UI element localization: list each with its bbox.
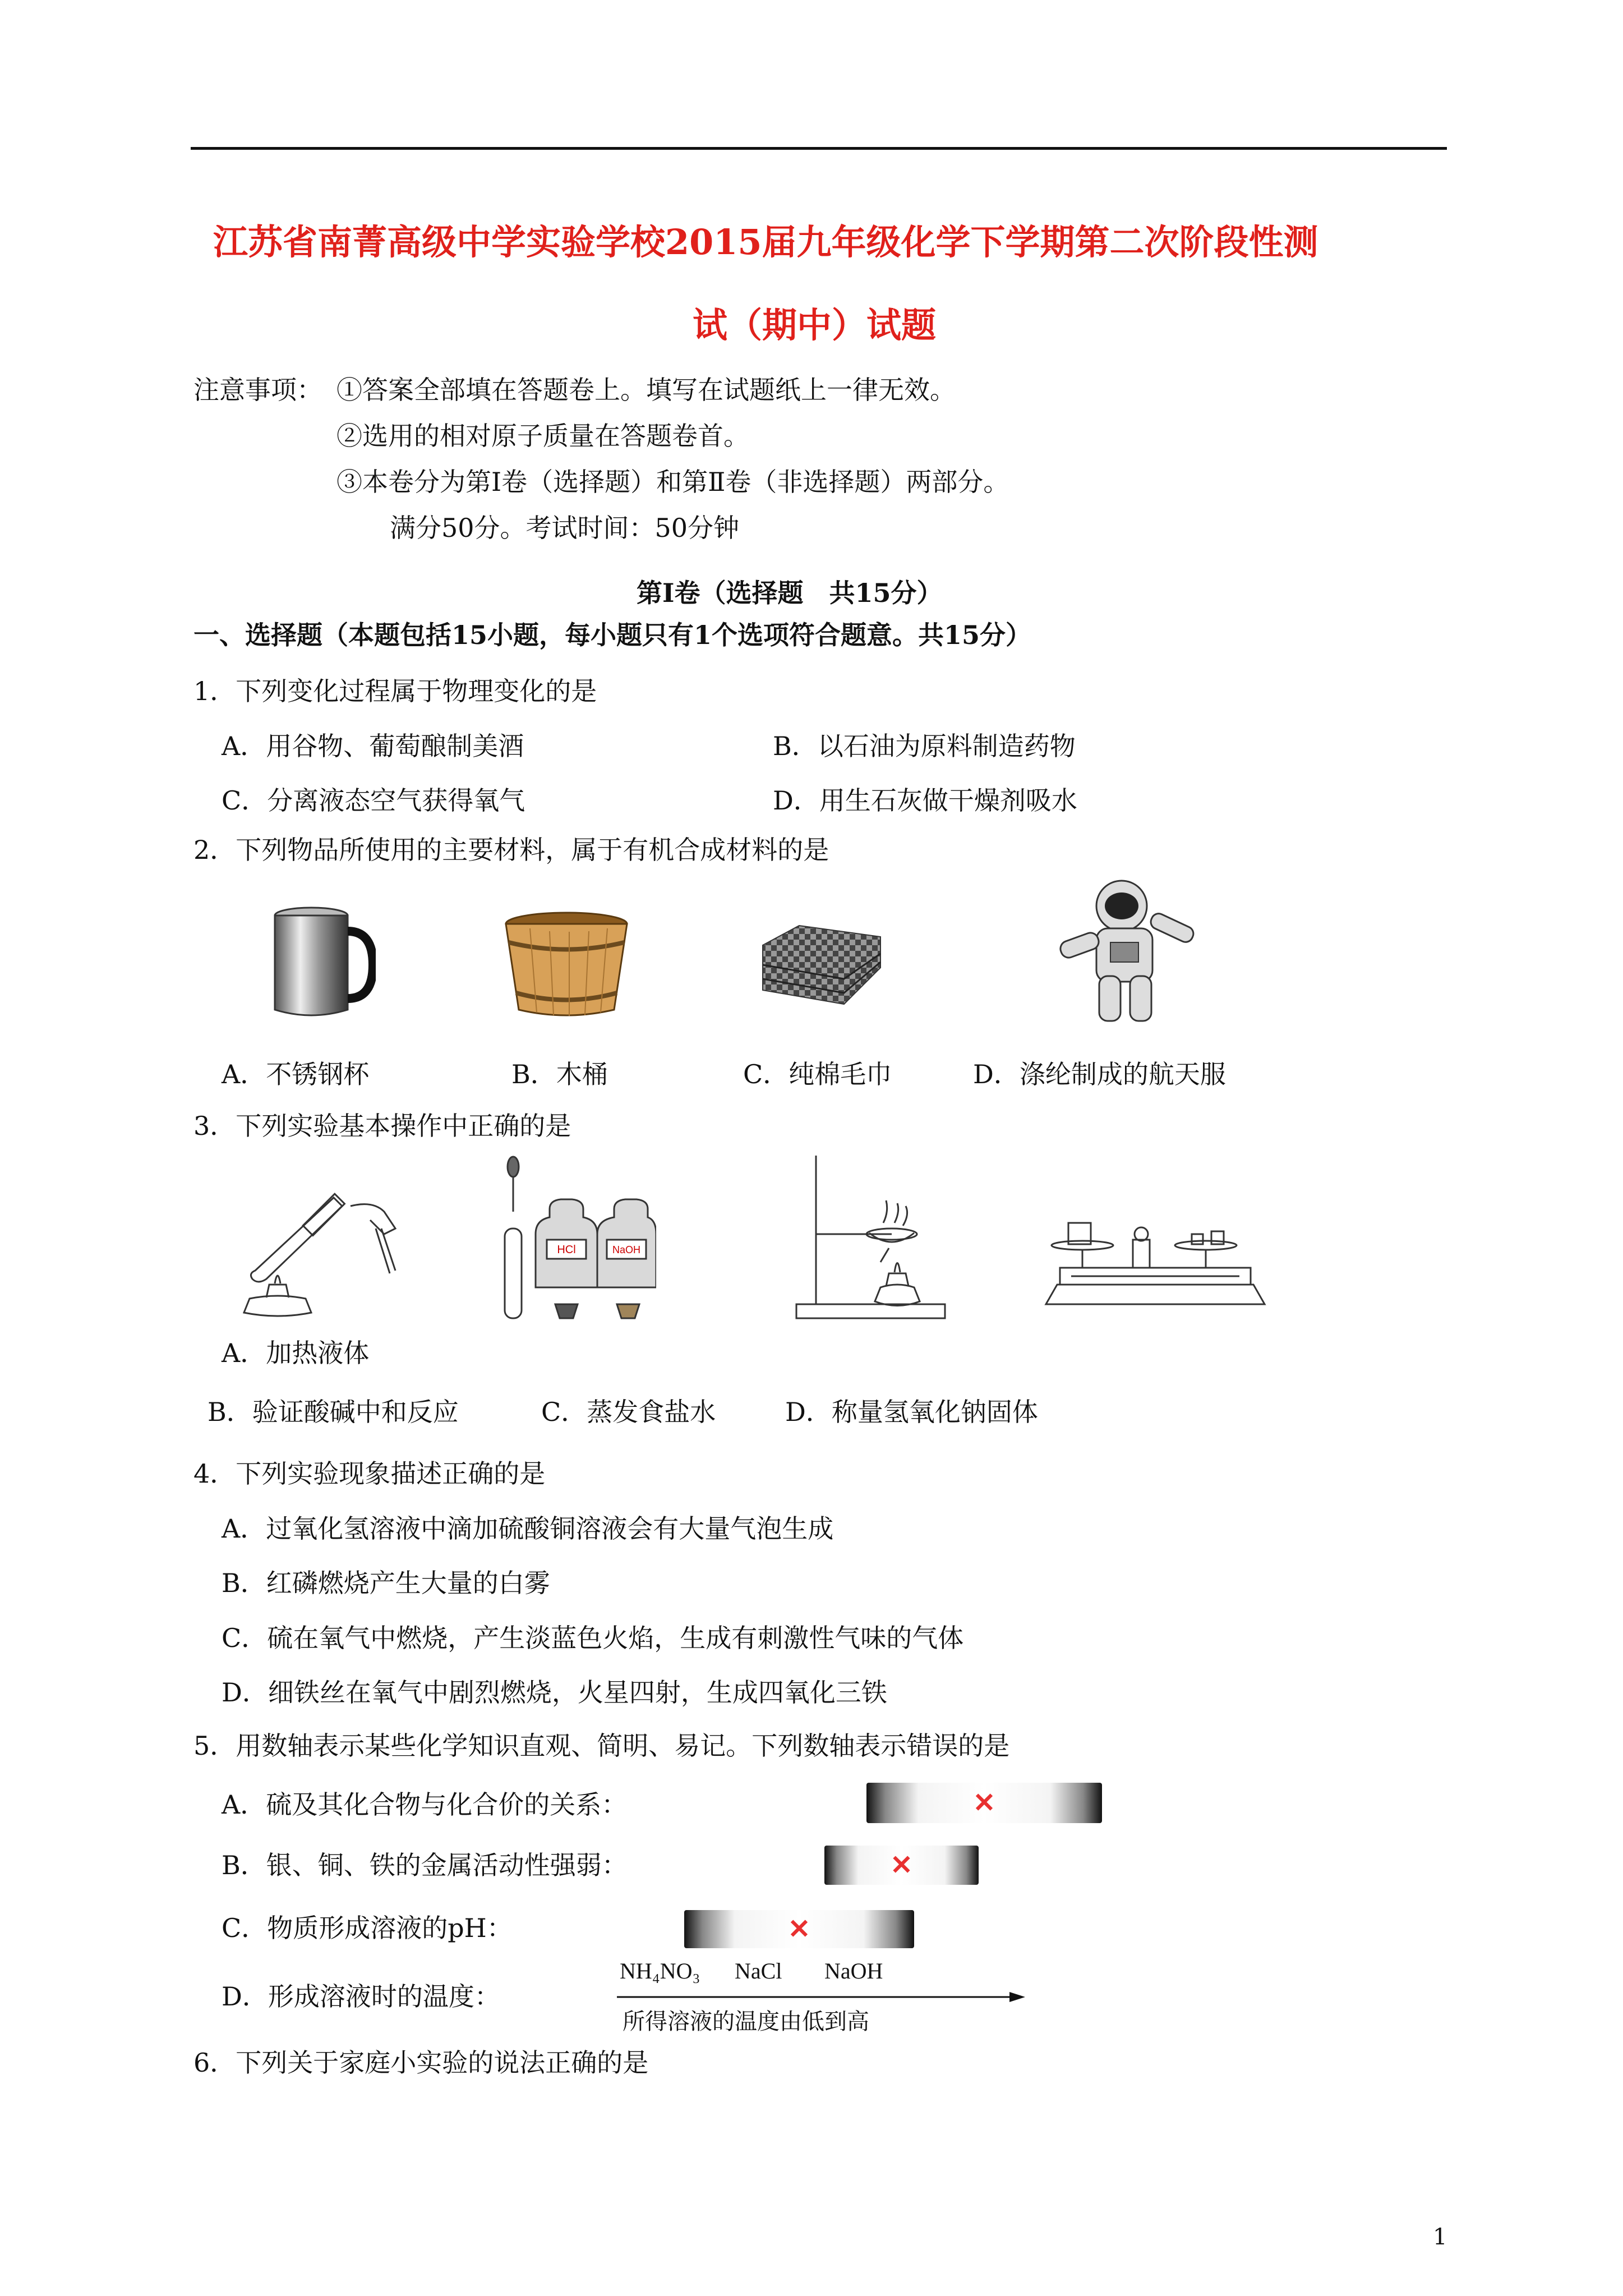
- q3-stem: 3．下列实验基本操作中正确的是: [193, 1111, 571, 1141]
- q2-option-c: C．纯棉毛巾: [743, 1059, 892, 1089]
- astronaut-spacesuit-image: [1049, 875, 1206, 1027]
- broken-axis-image-b: ✕: [824, 1846, 979, 1885]
- acid-base-dropper-image: [488, 1156, 656, 1324]
- q5-option-b: B．银、铜、铁的金属活动性强弱：: [222, 1850, 628, 1880]
- balance-weighing-image: [1043, 1206, 1267, 1307]
- broken-axis-image-c: ✕: [684, 1910, 914, 1948]
- axis-d-caption: 所得溶液的温度由低到高: [623, 2009, 869, 2035]
- steel-cup-image: [269, 903, 376, 1021]
- q2-stem: 2．下列物品所使用的主要材料，属于有机合成材料的是: [193, 835, 829, 865]
- q2-option-b: B．木桶: [511, 1059, 608, 1089]
- q2-option-a: A．不锈钢杯: [222, 1059, 370, 1089]
- wooden-bucket-image: [502, 912, 631, 1018]
- cotton-towel-image: [760, 923, 883, 1007]
- header-rule: [191, 147, 1447, 150]
- axis-d-item-1: NH₄NO₃: [620, 1958, 700, 1984]
- hcl-bottle-label: HCl: [557, 1244, 576, 1256]
- heating-liquid-image: [222, 1172, 407, 1318]
- q3-option-a: A．加热液体: [222, 1338, 370, 1368]
- q4-option-b: B．红磷燃烧产生大量的白雾: [222, 1568, 550, 1598]
- axis-d-item-2: NaCl: [735, 1958, 782, 1984]
- temperature-axis-arrow: [617, 1989, 1026, 2005]
- note-item-1: ①答案全部填在答题卷上。填写在试题纸上一律无效。: [336, 375, 956, 405]
- title-line-2: 试（期中）试题: [693, 305, 937, 346]
- q1-option-d: D．用生石灰做干燥剂吸水: [773, 785, 1077, 816]
- axis-d-item-3: NaOH: [824, 1958, 883, 1984]
- note-item-3: ③本卷分为第Ⅰ卷（选择题）和第Ⅱ卷（非选择题）两部分。: [336, 467, 1009, 497]
- note-item-2: ②选用的相对原子质量在答题卷首。: [336, 421, 749, 451]
- title-line-1: 江苏省南菁高级中学实验学校2015届九年级化学下学期第二次阶段性测: [213, 222, 1318, 263]
- q6-stem: 6．下列关于家庭小实验的说法正确的是: [193, 2047, 649, 2078]
- notes-label: 注意事项：: [193, 375, 322, 405]
- naoh-bottle-label: NaOH: [612, 1244, 641, 1255]
- note-item-4: 满分50分。考试时间：50分钟: [390, 513, 740, 543]
- q4-option-c: C．硫在氧气中燃烧，产生淡蓝色火焰，生成有刺激性气味的气体: [222, 1623, 964, 1653]
- broken-axis-image-a: ✕: [866, 1783, 1102, 1823]
- section-heading: 第Ⅰ卷（选择题 共15分）: [637, 578, 943, 608]
- q4-stem: 4．下列实验现象描述正确的是: [193, 1458, 546, 1489]
- page-number: 1: [1433, 2224, 1447, 2250]
- q4-option-d: D．细铁丝在氧气中剧烈燃烧，火星四射，生成四氧化三铁: [222, 1677, 887, 1708]
- q3-option-b: B．验证酸碱中和反应: [208, 1397, 459, 1427]
- evaporation-setup-image: [791, 1150, 953, 1321]
- q1-option-c: C．分离液态空气获得氧气: [222, 785, 525, 816]
- q4-option-a: A．过氧化氢溶液中滴加硫酸铜溶液会有大量气泡生成: [222, 1513, 834, 1544]
- part-title: 一、选择题（本题包括15小题，每小题只有1个选项符合题意。共15分）: [193, 620, 1032, 650]
- q1-stem: 1．下列变化过程属于物理变化的是: [193, 676, 597, 706]
- q5-option-a: A．硫及其化合物与化合价的关系：: [222, 1789, 628, 1820]
- q5-stem: 5．用数轴表示某些化学知识直观、简明、易记。下列数轴表示错误的是: [193, 1731, 1010, 1761]
- q1-option-a: A．用谷物、葡萄酿制美酒: [222, 731, 524, 761]
- q3-option-d: D．称量氢氧化钠固体: [785, 1397, 1038, 1427]
- q5-option-c: C．物质形成溶液的pH：: [222, 1913, 513, 1943]
- q1-option-b: B．以石油为原料制造药物: [773, 731, 1076, 761]
- q3-option-c: C．蒸发食盐水: [541, 1397, 716, 1427]
- q2-option-d: D．涤纶制成的航天服: [973, 1059, 1226, 1089]
- q5-option-d: D．形成溶液时的温度：: [222, 1981, 500, 2012]
